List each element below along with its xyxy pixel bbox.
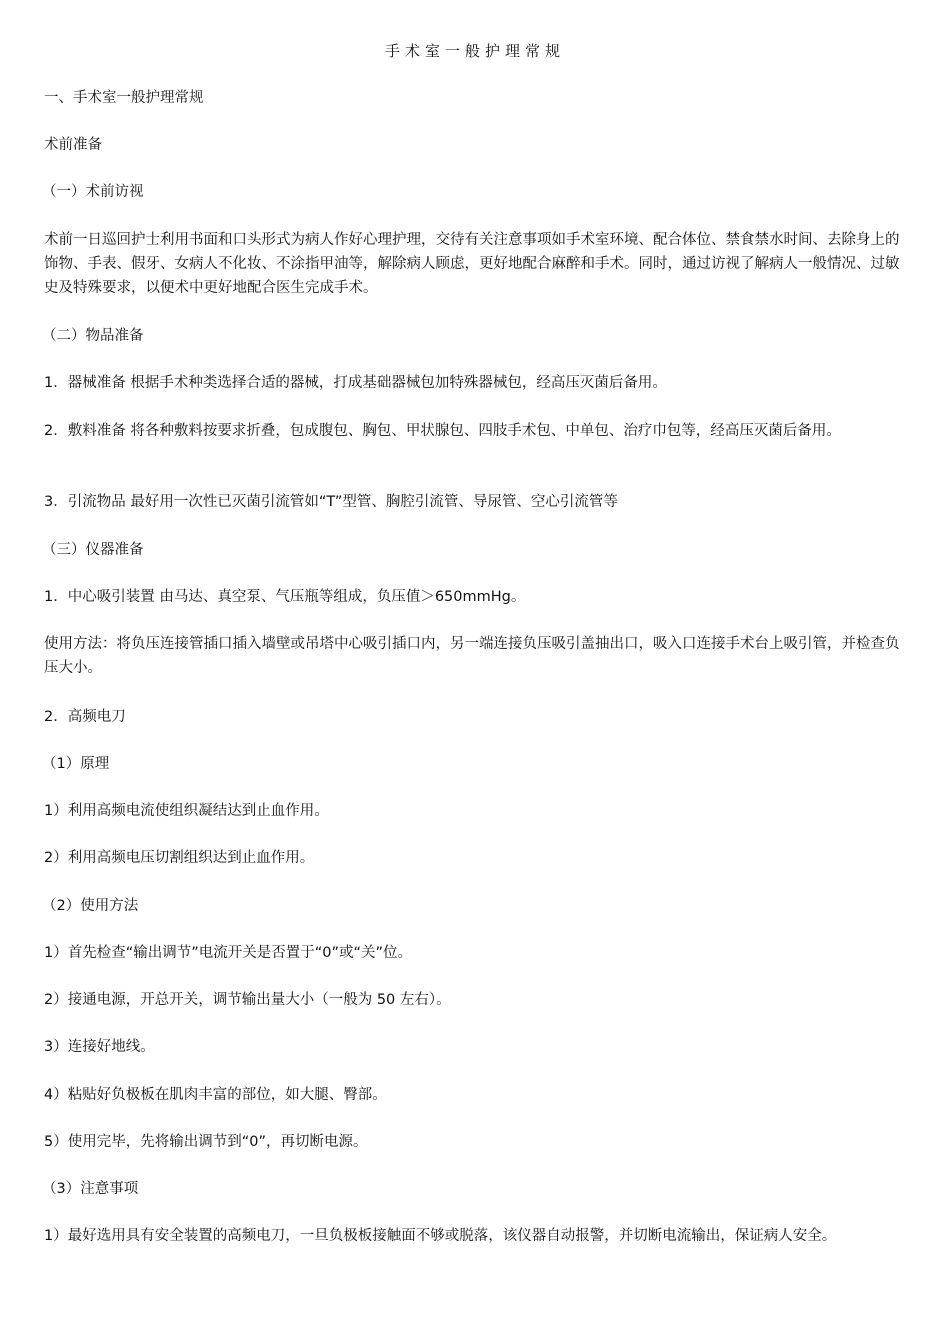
list-item: 2）接通电源，开总开关，调节输出量大小（一般为 50 左右）。 xyxy=(44,992,451,1008)
list-item: 1）首先检查“输出调节”电流开关是否置于“0”或“关”位。 xyxy=(44,945,413,961)
list-item: 2．敷料准备 将各种敷料按要求折叠，包成腹包、胸包、甲状腺包、四肢手术包、中单包、治疗巾包等，经高压灭菌后备用。 xyxy=(44,423,841,439)
subsection-heading: （3）注意事项 xyxy=(42,1181,139,1197)
body-paragraph: 使用方法：将负压连接管插口插入墙壁或吊塔中心吸引插口内，另一端连接负压吸引盖抽出口，吸入口连接手术台上吸引管，并检查负压大小。 xyxy=(44,636,900,676)
list-item: 5）使用完毕，先将输出调节到“0”，再切断电源。 xyxy=(44,1134,368,1150)
subsection-heading: （1）原理 xyxy=(42,756,110,772)
subsection-heading: （2）使用方法 xyxy=(42,898,139,914)
body-paragraph: 术前一日巡回护士利用书面和口头形式为病人作好心理护理，交待有关注意事项如手术室环境、配合体位、禁食禁水时间、去除身上的饰物、手表、假牙、女病人不化妆、不涂指甲油等，解除病人顾虑，更好地配合麻醉和手术。同时，通过访视了解病人一般情况、过敏史及特殊要求，以便术中更好地配合医生完成手术。 xyxy=(44,232,900,296)
list-item: 1）利用高频电流使组织凝结达到止血作用。 xyxy=(44,803,329,819)
list-item: 2）利用高频电压切割组织达到止血作用。 xyxy=(44,850,315,866)
subsection-heading: （二）物品准备 xyxy=(42,328,144,344)
list-item: 2．高频电刀 xyxy=(44,709,126,725)
list-item: 1．中心吸引装置 由马达、真空泵、气压瓶等组成，负压值＞650mmHg。 xyxy=(44,589,526,605)
document-title: 手术室一般护理常规 xyxy=(384,42,565,60)
subsection-heading: （一）术前访视 xyxy=(42,184,144,200)
list-item: 3）连接好地线。 xyxy=(44,1039,155,1055)
subsection-heading: 术前准备 xyxy=(44,137,102,153)
section-heading: 一、手术室一般护理常规 xyxy=(44,90,204,106)
subsection-heading: （三）仪器准备 xyxy=(42,542,144,558)
list-item: 1）最好选用具有安全装置的高频电刀，一旦负极板接触面不够或脱落，该仪器自动报警，并切断电流输出，保证病人安全。 xyxy=(44,1228,837,1244)
list-item: 3．引流物品 最好用一次性已灭菌引流管如“T”型管、胸腔引流管、导尿管、空心引流管等 xyxy=(44,494,618,510)
list-item: 1．器械准备 根据手术种类选择合适的器械，打成基础器械包加特殊器械包，经高压灭菌后备用。 xyxy=(44,375,667,391)
list-item: 4）粘贴好负极板在肌肉丰富的部位，如大腿、臀部。 xyxy=(44,1087,387,1103)
